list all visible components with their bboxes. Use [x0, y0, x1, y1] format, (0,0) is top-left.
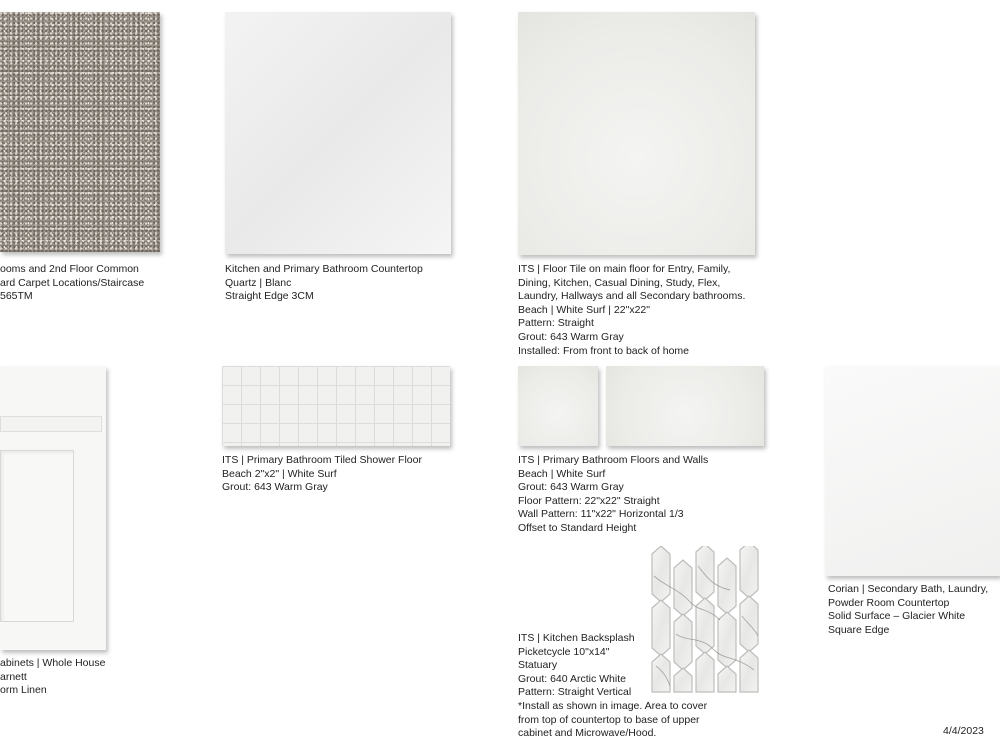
backsplash-caption-line: Statuary	[518, 659, 558, 672]
carpet-caption-line: 565TM	[0, 290, 33, 303]
cabinet-recessed-panel	[0, 450, 74, 622]
backsplash-caption-line: Grout: 640 Arctic White	[518, 672, 626, 685]
bath-floor-walls-caption-line: Wall Pattern: 11"x22" Horizontal 1/3	[518, 508, 684, 521]
bath-floor-walls-caption	[518, 454, 708, 536]
countertop-caption	[225, 263, 423, 304]
floor-tile-caption-line: Grout: 643 Warm Gray	[518, 330, 624, 343]
floor-tile-caption-line: Beach | White Surf | 22"x22"	[518, 303, 650, 316]
floor-tile-caption-line: Laundry, Hallways and all Secondary bathrooms.	[518, 290, 746, 303]
bath-floor-walls-caption-line: Beach | White Surf	[518, 467, 606, 480]
corian-caption-line: Square Edge	[828, 623, 890, 636]
backsplash-caption-line: from top of countertop to base of upper	[518, 713, 700, 726]
carpet-caption	[0, 263, 144, 304]
countertop-swatch	[225, 12, 451, 254]
cabinet-door-swatch	[0, 366, 106, 650]
backsplash-caption-line: ITS | Kitchen Backsplash	[518, 632, 635, 644]
countertop-caption-line: Straight Edge 3CM	[225, 290, 314, 303]
carpet-caption-line: ard Carpet Locations/Staircase	[0, 276, 145, 289]
backsplash-caption	[518, 632, 707, 741]
corian-caption-line: Solid Surface – Glacier White	[828, 610, 966, 623]
floor-tile-caption-line: Pattern: Straight	[518, 317, 594, 330]
countertop-caption-line: Quartz | Blanc	[225, 276, 292, 289]
carpet-caption-line: ooms and 2nd Floor Common	[0, 263, 139, 275]
countertop-caption-line: Kitchen and Primary Bathroom Countertop	[225, 263, 423, 275]
shower-floor-caption	[222, 454, 422, 495]
backsplash-caption-line: Pattern: Straight Vertical	[518, 686, 632, 699]
floor-tile-caption	[518, 263, 745, 358]
cabinets-caption-line: arnett	[0, 670, 27, 683]
bath-wall-tile-swatch	[606, 366, 764, 446]
floor-tile-caption-line: Dining, Kitchen, Casual Dining, Study, Flex,	[518, 276, 721, 289]
floor-tile-swatch	[518, 12, 755, 255]
floor-tile-caption-line: Installed: From front to back of home	[518, 344, 689, 357]
cabinets-caption	[0, 657, 105, 698]
bath-floor-walls-caption-line: ITS | Primary Bathroom Floors and Walls	[518, 454, 709, 466]
cabinets-caption-line: orm Linen	[0, 684, 47, 697]
bath-floor-walls-caption-line: Offset to Standard Height	[518, 521, 637, 534]
corian-swatch	[825, 366, 1000, 576]
cabinet-top-rail	[0, 416, 102, 432]
backsplash-caption-line: cabinet and Microwave/Hood.	[518, 727, 657, 740]
floor-tile-caption-line: ITS | Floor Tile on main floor for Entry, Family,	[518, 263, 731, 275]
bath-floor-walls-caption-line: Floor Pattern: 22"x22" Straight	[518, 494, 660, 507]
corian-caption-line: Powder Room Countertop	[828, 596, 950, 609]
bath-floor-tile-swatch	[518, 366, 598, 446]
shower-floor-caption-line: ITS | Primary Bathroom Tiled Shower Floor	[222, 454, 422, 466]
backsplash-caption-line: *Install as shown in image. Area to cover	[518, 699, 708, 712]
backsplash-caption-line: Picketcycle 10"x14"	[518, 645, 610, 658]
carpet-swatch	[0, 12, 160, 252]
bath-floor-walls-caption-line: Grout: 643 Warm Gray	[518, 481, 624, 494]
cabinets-caption-line: abinets | Whole House	[0, 657, 106, 669]
shower-floor-swatch	[222, 366, 450, 446]
corian-caption-line: Corian | Secondary Bath, Laundry,	[828, 583, 989, 595]
document-date: 4/4/2023	[943, 725, 984, 737]
shower-floor-caption-line: Beach 2"x2" | White Surf	[222, 467, 337, 480]
shower-floor-caption-line: Grout: 643 Warm Gray	[222, 481, 328, 494]
corian-caption	[828, 583, 988, 637]
